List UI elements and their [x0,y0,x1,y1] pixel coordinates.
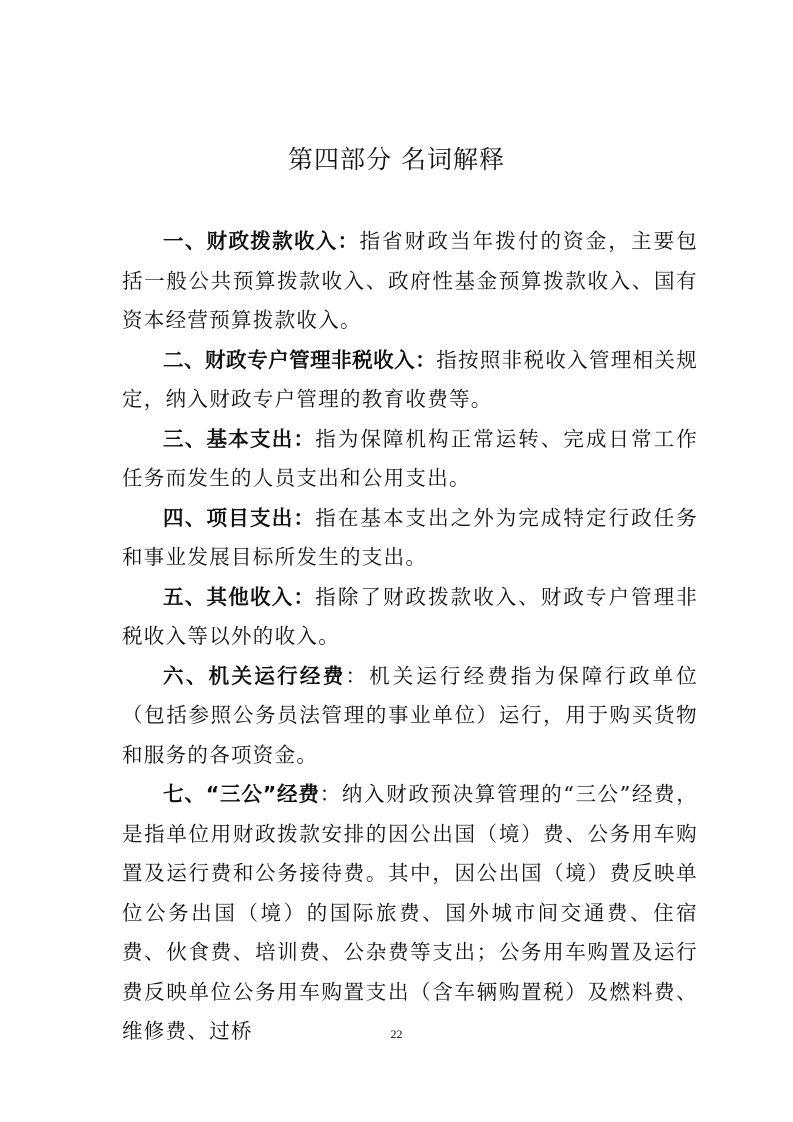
term-label: 一、财政拨款收入： [163,229,360,253]
paragraph-other-income [122,578,698,657]
paragraph-three-public-expenses [122,775,698,1052]
term-definition: 指为保障机构正常运转、完成日常工作任务而发生的人员支出和公用支出。 [122,426,698,490]
page-title: 第四部分 名词解释 [288,145,505,174]
paragraph-agency-operating-expenses [122,657,698,776]
paragraph-project-expenditure [122,499,698,578]
paragraph-fiscal-appropriation-income [122,222,698,341]
term-label: 四、项目支出： [163,505,316,530]
paragraph-special-account-non-tax-income [122,341,698,420]
document-body [122,222,698,1052]
paragraph-basic-expenditure [122,420,698,499]
term-definition: 指省财政当年拨付的资金，主要包括一般公共预算拨款收入、政府性基金预算拨款收入、国有资本经营预算拨款收入。 [122,229,699,332]
page-number: 22 [390,1027,403,1041]
term-label: 五、其他收入： [163,584,316,609]
term-definition: ：机关运行经费指为保障行政单位（包括参照公务员法管理的事业单位）运行，用于购买货物和服务的各项资金。 [122,663,699,767]
term-label: 二、财政专户管理非税收入： [163,347,437,372]
term-definition: 指按照非税收入管理相关规定，纳入财政专户管理的教育收费等。 [122,347,698,411]
term-definition: 指除了财政拨款收入、财政专户管理非税收入等以外的收入。 [122,584,698,648]
term-label: 六、机关运行经费 [163,663,346,688]
term-definition: 指在基本支出之外为完成特定行政任务和事业发展目标所发生的支出。 [122,505,698,569]
term-label: 三、基本支出： [163,426,316,451]
term-label: 七、“三公”经费 [163,782,320,806]
term-definition: ：纳入财政预决算管理的“三公”经费，是指单位用财政拨款安排的因公出国（境）费、公务用车购置及运行费和公务接待费。其中，因公出国（境）费反映单位公务出国（境）的国际旅费、国外城市间交通费、住宿费、伙食费、培训费、公杂费等支出；公务用车购置及运行费反映单位公务用车购置支出（含车辆购置税）及燃料费、维修费、过桥 [122,782,699,1043]
